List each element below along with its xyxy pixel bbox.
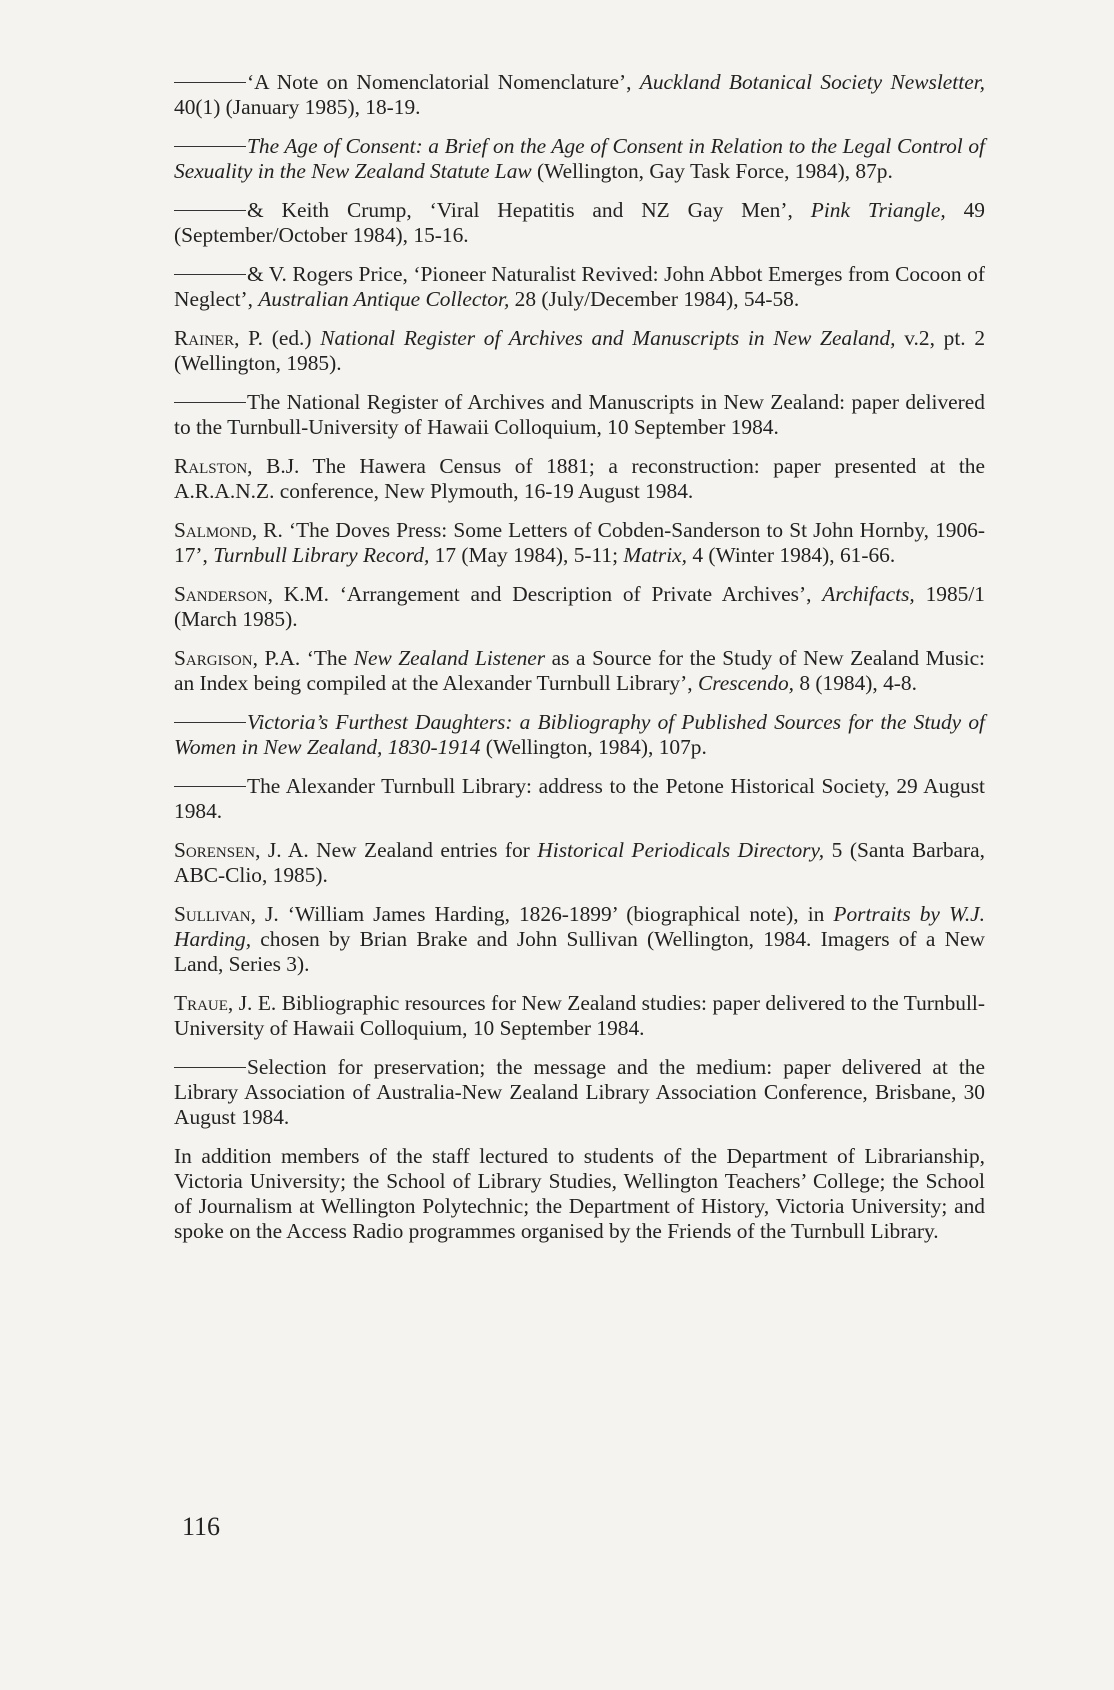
bibliography-entry: [174, 390, 985, 440]
author-surname: Sargison: [174, 646, 253, 670]
bibliography-entry: [174, 70, 985, 120]
italic-title: Historical Periodicals Directory,: [537, 838, 825, 862]
bibliography-entry: [174, 710, 985, 760]
italic-title: Victoria’s Furthest Daughters: a Bibliography of Published Sources for the Study of Women in New Zealand, 1830-1914: [174, 710, 985, 759]
ditto-dash: [174, 146, 246, 147]
entry-text: , P. (ed.): [234, 326, 321, 350]
ditto-dash: [174, 1067, 246, 1068]
ditto-dash: [174, 402, 246, 403]
bibliography-entry: [174, 1055, 985, 1130]
italic-title: Turnbull Library Record,: [213, 543, 430, 567]
entry-text: & V. Rogers Price, ‘Pioneer Naturalist Revived: John Abbot Emerges from Cocoon of Neglect’,: [174, 262, 985, 311]
entry-text: chosen by Brian Brake and John Sullivan (Wellington, 1984. Imagers of a New Land, Series 3).: [174, 927, 985, 976]
bibliography-entry: [174, 198, 985, 248]
entry-text: 40(1) (January 1985), 18-19.: [174, 95, 421, 119]
entry-text: 1985/1 (March 1985).: [174, 582, 985, 631]
italic-title: Pink Triangle,: [810, 198, 946, 222]
entry-text: , P.A. ‘The: [252, 646, 354, 670]
bibliography-entry: [174, 991, 985, 1041]
entry-text: v.2, pt. 2 (Wellington, 1985).: [174, 326, 986, 375]
italic-title: Archifacts,: [822, 582, 915, 606]
italic-title: Crescendo,: [697, 671, 794, 695]
entry-text: , K.M. ‘Arrangement and Description of Private Archives’,: [267, 582, 823, 606]
entry-text: , J. ‘William James Harding, 1826-1899’ (biographical note), in: [250, 902, 834, 926]
closing-paragraph: [174, 1144, 985, 1244]
entry-text: , R. ‘The Doves Press: Some Letters of Cobden-Sanderson to St John Hornby, 1906-17’,: [174, 518, 985, 567]
entry-text: 28 (July/December 1984), 54-58.: [509, 287, 800, 311]
bibliography-entry: [174, 262, 985, 312]
bibliography-entry: [174, 326, 985, 376]
ditto-dash: [174, 274, 246, 275]
bibliography-entry: [174, 582, 985, 632]
entry-text: The Alexander Turnbull Library: address to the Petone Historical Society, 29 August 1984.: [174, 774, 985, 823]
author-surname: Salmond: [174, 518, 252, 542]
italic-title: National Register of Archives and Manuscripts in New Zealand,: [320, 326, 896, 350]
author-surname: Traue: [174, 991, 228, 1015]
entry-text: (Wellington, 1984), 107p.: [480, 735, 707, 759]
author-surname: Rainer: [174, 326, 235, 350]
entry-text: Selection for preservation; the message and the medium: paper delivered at the Library Association of Australia-New Zealand Library Association Conference, Brisbane, 30 August 1984.: [174, 1055, 985, 1129]
bibliography-list: [174, 70, 985, 1244]
author-surname: Sullivan: [174, 902, 251, 926]
author-surname: Ralston: [174, 454, 248, 478]
italic-title: Portraits by W.J. Harding,: [174, 902, 986, 951]
entry-text: 5 (Santa Barbara, ABC-Clio, 1985).: [174, 838, 985, 887]
ditto-dash: [174, 786, 246, 787]
bibliography-entry: [174, 454, 985, 504]
bibliography-entry: [174, 838, 985, 888]
italic-title: New Zealand Listener: [353, 646, 546, 670]
bibliography-entry: [174, 646, 985, 696]
entry-text: , J. E. Bibliographic resources for New Zealand studies: paper delivered to the Turnbull-University of Hawaii Colloquium, 10 September 1984.: [174, 991, 985, 1040]
ditto-dash: [174, 82, 246, 83]
author-surname: Sorensen: [174, 838, 256, 862]
ditto-dash: [174, 722, 246, 723]
entry-text: , B.J. The Hawera Census of 1881; a reconstruction: paper presented at the A.R.A.N.Z. conference, New Plymouth, 16-19 August 1984.: [174, 454, 985, 503]
entry-text: 4 (Winter 1984), 61-66.: [686, 543, 896, 567]
ditto-dash: [174, 210, 246, 211]
entry-text: (Wellington, Gay Task Force, 1984), 87p.: [531, 159, 893, 183]
italic-title: Matrix,: [623, 543, 687, 567]
page-number: 116: [182, 1512, 221, 1541]
bibliography-entry: [174, 774, 985, 824]
author-surname: Sanderson: [174, 582, 268, 606]
italic-title: The Age of Consent: a Brief on the Age of Consent in Relation to the Legal Control of Sexuality in the New Zealand Statute Law: [174, 134, 985, 183]
italic-title: Australian Antique Collector,: [258, 287, 510, 311]
entry-text: In addition members of the staff lectured to students of the Department of Librarianship, Victoria University; the School of Library Studies, Wellington Teachers’ College; the School of Journalism at Wellington Polytechnic; the Department of History, Victoria University; and spoke on the Access Radio programmes organised by the Friends of the Turnbull Library.: [174, 1144, 985, 1243]
entry-text: 8 (1984), 4-8.: [794, 671, 917, 695]
entry-text: The National Register of Archives and Manuscripts in New Zealand: paper delivered to the Turnbull-University of Hawaii Colloquium, 10 September 1984.: [174, 390, 985, 439]
entry-text: , J. A. New Zealand entries for: [255, 838, 538, 862]
bibliography-entry: [174, 134, 985, 184]
entry-text: as a Source for the Study of New Zealand Music: an Index being compiled at the Alexander Turnbull Library’,: [174, 646, 985, 695]
entry-text: & Keith Crump, ‘Viral Hepatitis and NZ Gay Men’,: [247, 198, 811, 222]
bibliography-entry: [174, 518, 985, 568]
entry-text: 17 (May 1984), 5-11;: [429, 543, 624, 567]
entry-text: ‘A Note on Nomenclatorial Nomenclature’,: [247, 70, 640, 94]
bibliography-entry: [174, 902, 985, 977]
italic-title: Auckland Botanical Society Newsletter,: [639, 70, 985, 94]
entry-text: 49 (September/October 1984), 15-16.: [174, 198, 985, 247]
